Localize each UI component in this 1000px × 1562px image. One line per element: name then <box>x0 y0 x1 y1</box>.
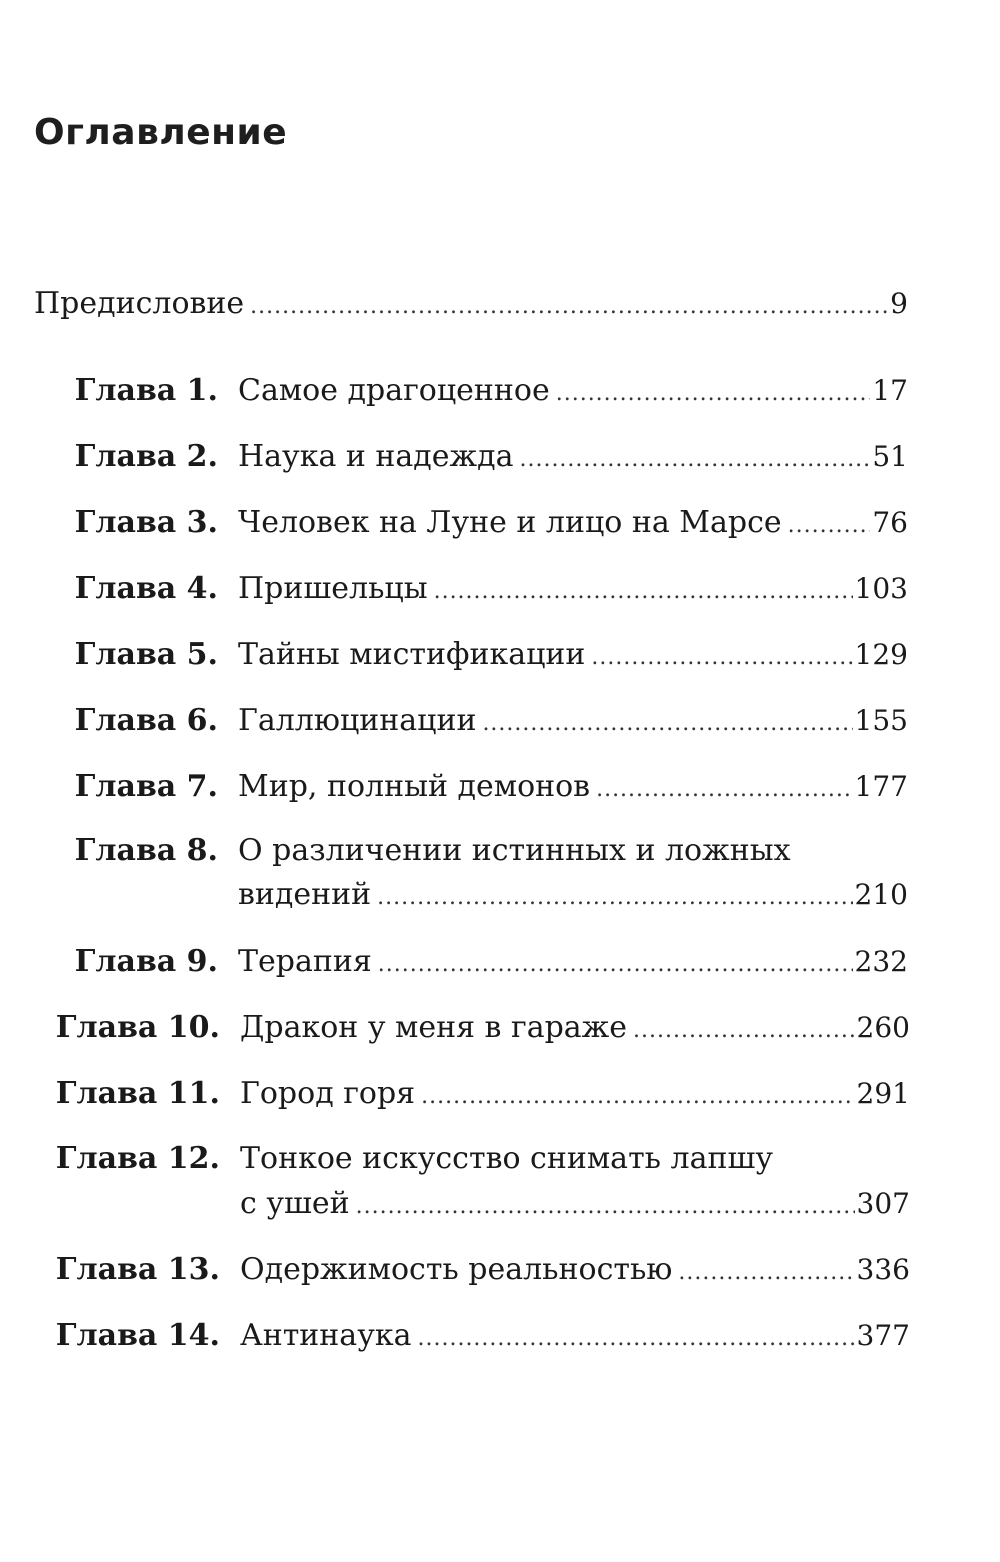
chapter-label: Глава 6. <box>74 703 218 738</box>
toc-entry-chapter-first-line <box>238 833 908 869</box>
toc-entry-title: Тонкое искусство снимать лапшу <box>240 1141 774 1176</box>
toc-entry-title: Антинаука <box>240 1318 412 1353</box>
toc-entry-title: Город горя <box>240 1076 416 1111</box>
toc-entry-title: Галлюцинации <box>238 703 477 738</box>
toc-entry-chapter <box>238 505 908 544</box>
toc-entry-chapter <box>238 571 908 610</box>
toc-entry-title: Мир, полный демонов <box>238 769 591 804</box>
chapter-label: Глава 2. <box>74 439 218 474</box>
dot-leader <box>519 442 870 478</box>
toc-page-number: 9 <box>890 287 908 320</box>
toc-entry-chapter <box>238 637 908 676</box>
dot-leader <box>596 772 852 808</box>
chapter-label: Глава 14. <box>55 1318 220 1353</box>
toc-entry-chapter <box>238 769 908 808</box>
toc-entry-chapter <box>240 1318 910 1357</box>
toc-page-number: 17 <box>872 374 908 407</box>
toc-entry-title: Предисловие <box>34 286 245 321</box>
toc-entry-title: Человек на Луне и лицо на Марсе <box>238 505 782 540</box>
toc-entry-preface <box>34 286 908 325</box>
dot-leader <box>591 640 852 676</box>
toc-entry-chapter <box>238 439 908 478</box>
toc-entry-title: О различении истинных и ложных <box>238 833 791 868</box>
toc-entry-title: Пришельцы <box>238 571 428 606</box>
toc-entry-chapter <box>238 373 908 412</box>
dot-leader <box>356 1189 855 1225</box>
toc-page-number: 307 <box>856 1187 910 1220</box>
chapter-label: Глава 11. <box>55 1076 220 1111</box>
chapter-label: Глава 12. <box>55 1141 220 1176</box>
dot-leader <box>421 1079 854 1115</box>
toc-page-number: 232 <box>854 945 908 978</box>
chapter-label: Глава 4. <box>74 571 218 606</box>
toc-page-number: 51 <box>872 440 908 473</box>
toc-entry-title: Дракон у меня в гараже <box>240 1010 628 1045</box>
toc-page-number: 260 <box>856 1011 910 1044</box>
dot-leader <box>417 1321 854 1357</box>
page-title: Оглавление <box>34 112 288 153</box>
chapter-label: Глава 13. <box>55 1252 220 1287</box>
chapter-label: Глава 9. <box>74 944 218 979</box>
dot-leader <box>678 1255 854 1291</box>
chapter-label: Глава 8. <box>74 833 218 868</box>
toc-entry-chapter <box>240 1186 910 1225</box>
toc-page-number: 129 <box>854 638 908 671</box>
chapter-label: Глава 7. <box>74 769 218 804</box>
toc-entry-chapter <box>240 1076 910 1115</box>
dot-leader <box>788 508 871 544</box>
dot-leader <box>377 880 852 916</box>
toc-page-number: 210 <box>854 878 908 911</box>
toc-entry-title: Самое драгоценное <box>238 373 550 408</box>
toc-page-number: 336 <box>856 1253 910 1286</box>
toc-entry-title-continued: видений <box>238 877 372 912</box>
toc-entry-chapter <box>238 877 908 916</box>
dot-leader <box>556 376 871 412</box>
toc-entry-title: Одержимость реальностью <box>240 1252 673 1287</box>
toc-entry-chapter <box>240 1010 910 1049</box>
toc-entry-chapter <box>240 1252 910 1291</box>
toc-entry-title: Тайны мистификации <box>238 637 586 672</box>
dot-leader <box>378 947 853 983</box>
toc-page-number: 155 <box>854 704 908 737</box>
toc-entry-chapter-first-line <box>240 1141 910 1177</box>
toc-page-number: 103 <box>854 572 908 605</box>
toc-entry-chapter <box>238 944 908 983</box>
toc-page-number: 177 <box>854 770 908 803</box>
toc-entry-title: Наука и надежда <box>238 439 514 474</box>
dot-leader <box>250 289 888 325</box>
chapter-label: Глава 10. <box>55 1010 220 1045</box>
toc-page-number: 377 <box>856 1319 910 1352</box>
chapter-label: Глава 5. <box>74 637 218 672</box>
toc-entry-title: Терапия <box>238 944 372 979</box>
toc-page-number: 291 <box>856 1077 910 1110</box>
dot-leader <box>633 1013 855 1049</box>
toc-page-number: 76 <box>872 506 908 539</box>
chapter-label: Глава 3. <box>74 505 218 540</box>
toc-entry-chapter <box>238 703 908 742</box>
dot-leader <box>482 706 852 742</box>
toc-entry-title-continued: с ушей <box>240 1186 350 1221</box>
chapter-label: Глава 1. <box>74 373 218 408</box>
dot-leader <box>434 574 853 610</box>
